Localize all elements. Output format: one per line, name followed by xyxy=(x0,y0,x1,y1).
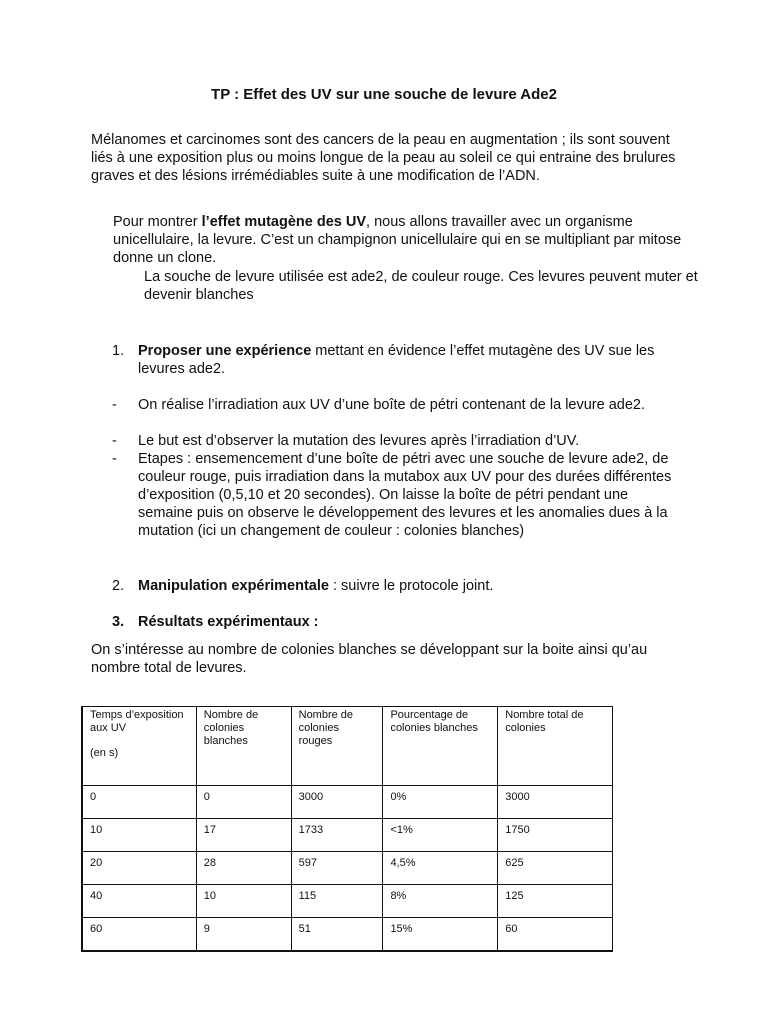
table-cell: 40 xyxy=(82,885,196,918)
table-header-cell: Pourcentage de colonies blanches xyxy=(383,707,498,786)
header-unit: (en s) xyxy=(90,747,119,759)
table-cell: 60 xyxy=(82,918,196,952)
table-cell: 20 xyxy=(82,852,196,885)
item-number: 1. xyxy=(112,343,125,359)
table-header-cell: Nombre total de colonies xyxy=(498,707,613,786)
numbered-item-1 xyxy=(112,342,672,378)
paragraph-mutagenic-effect xyxy=(91,213,698,267)
document-title: TP : Effet des UV sur une souche de levure Ade2 xyxy=(211,86,557,103)
item-bold: Proposer une expérience xyxy=(138,343,312,359)
table-row xyxy=(82,819,613,852)
header-text: Temps d’exposition aux UV xyxy=(90,709,184,734)
table-cell: 51 xyxy=(291,918,383,952)
table-row xyxy=(82,852,613,885)
bullet-item xyxy=(112,450,672,540)
numbered-item-3 xyxy=(112,613,672,631)
bullet-dash: - xyxy=(112,397,117,413)
table-cell: 597 xyxy=(291,852,383,885)
table-cell: 0% xyxy=(383,786,498,819)
table-cell: 0 xyxy=(82,786,196,819)
paragraph-pre: Pour montrer xyxy=(113,214,202,230)
table-cell: <1% xyxy=(383,819,498,852)
table-header-cell: Nombre de colonies rouges xyxy=(291,707,383,786)
table-cell: 10 xyxy=(196,885,291,918)
table-cell: 1750 xyxy=(498,819,613,852)
table-header-cell xyxy=(82,707,196,786)
table-row xyxy=(82,918,613,952)
table-cell: 60 xyxy=(498,918,613,952)
table-cell: 10 xyxy=(82,819,196,852)
table-cell: 625 xyxy=(498,852,613,885)
item-number: 3. xyxy=(112,614,125,630)
bullet-text: Le but est d’observer la mutation des levures après l’irradiation d’UV. xyxy=(138,433,580,449)
item-rest: : suivre le protocole joint. xyxy=(328,578,494,594)
bullet-text: On réalise l’irradiation aux UV d’une boîte de pétri contenant de la levure ade2. xyxy=(138,397,646,413)
table-header-row xyxy=(82,707,613,786)
item-text xyxy=(138,577,672,595)
table-row xyxy=(82,786,613,819)
numbered-item-2 xyxy=(112,577,672,595)
table-cell: 115 xyxy=(291,885,383,918)
item-text xyxy=(138,342,672,378)
bullet-dash: - xyxy=(112,433,117,449)
paragraph-bold: l’effet mutagène des UV xyxy=(201,214,367,230)
item-bold: Résultats expérimentaux : xyxy=(138,614,319,630)
table-cell: 3000 xyxy=(498,786,613,819)
table-cell: 17 xyxy=(196,819,291,852)
table-cell: 28 xyxy=(196,852,291,885)
bullet-item xyxy=(112,396,672,414)
paragraph-strain: La souche de levure utilisée est ade2, de couleur rouge. Ces levures peuvent muter et devenir blanches xyxy=(144,269,698,303)
item-number: 2. xyxy=(112,578,125,594)
item-bold: Manipulation expérimentale xyxy=(138,578,329,594)
intro-paragraph: Mélanomes et carcinomes sont des cancers de la peau en augmentation ; ils sont souvent liés à une exposition plus ou moins longue de la peau au soleil ce qui entraine des brulures graves et des lésions irrémédiables suite à une modification de l’ADN. xyxy=(91,132,676,184)
bullet-text: Etapes : ensemencement d’une boîte de pétri avec une souche de levure ade2, de couleur rouge, puis irradiation dans la mutabox aux UV pour des durées différentes d’exposition (0,5,10 et 20 secondes). On laisse la boîte de pétri pendant une semaine puis on observe le développement des levures et les anomalies dues à la mutation (ici un changement de couleur : colonies blanches) xyxy=(138,451,672,539)
table-cell: 15% xyxy=(383,918,498,952)
bullet-item xyxy=(112,432,672,450)
results-table xyxy=(81,706,613,952)
table-cell: 8% xyxy=(383,885,498,918)
table-cell: 9 xyxy=(196,918,291,952)
item-rest: mettant en évidence l’effet mutagène des UV sue les levures ade2. xyxy=(138,343,655,377)
paragraph-post: , nous allons travailler avec un organisme unicellulaire, la levure. C’est un champignon unicellulaire qui en se multipliant par mitose donne un clone. xyxy=(113,214,682,266)
table-header-cell: Nombre de colonies blanches xyxy=(196,707,291,786)
table-cell: 3000 xyxy=(291,786,383,819)
table-row xyxy=(82,885,613,918)
paragraph-results: On s’intéresse au nombre de colonies blanches se développant sur la boite ainsi qu’au nombre total de levures. xyxy=(91,642,648,676)
table-cell: 125 xyxy=(498,885,613,918)
table-cell: 0 xyxy=(196,786,291,819)
item-text xyxy=(138,613,672,631)
bullet-dash: - xyxy=(112,451,117,467)
table-cell: 4,5% xyxy=(383,852,498,885)
table-cell: 1733 xyxy=(291,819,383,852)
